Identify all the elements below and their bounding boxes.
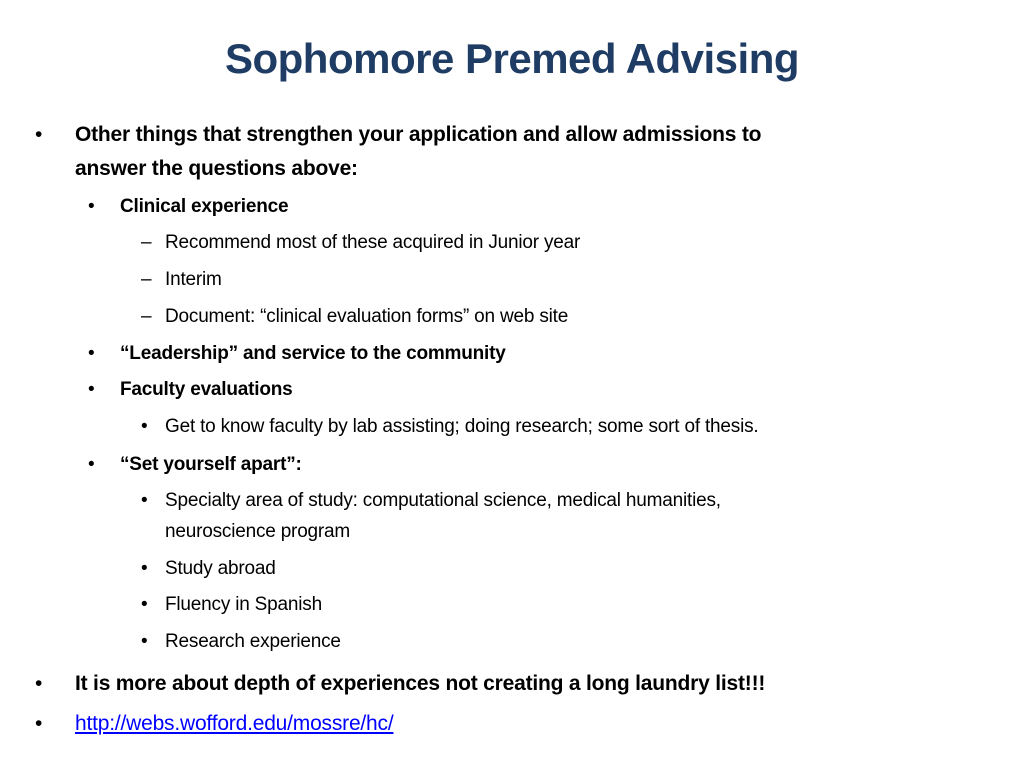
sub-apart-1-line2: neuroscience program xyxy=(165,521,351,542)
bullet-disc-icon: • xyxy=(88,454,95,475)
bullet-disc-icon: • xyxy=(141,490,148,511)
sub-clinical-1-text: Recommend most of these acquired in Junior year xyxy=(165,232,581,253)
bullet-disc-icon: • xyxy=(35,672,43,695)
bullet-leadership-text: “Leadership” and service to the community xyxy=(120,343,506,364)
sub-apart-1-line1: Specialty area of study: computational science, medical humanities, xyxy=(165,490,721,511)
bullet-disc-icon: • xyxy=(141,558,148,579)
bullet-intro-line2: answer the questions above: xyxy=(75,157,358,180)
sub-apart-2-text: Study abroad xyxy=(165,558,276,579)
bullet-disc-icon: • xyxy=(141,631,148,652)
bullet-disc-icon: • xyxy=(88,343,95,364)
bullet-disc-icon: • xyxy=(88,379,95,400)
slide-title: Sophomore Premed Advising xyxy=(224,35,800,82)
bullet-faculty-text: Faculty evaluations xyxy=(120,379,293,400)
sub-clinical-3-text: Document: “clinical evaluation forms” on web site xyxy=(165,306,569,327)
bullet-disc-icon: • xyxy=(35,712,43,735)
bullet-depth-text: It is more about depth of experiences not creating a long laundry list!!! xyxy=(75,672,766,695)
sub-faculty-1-text: Get to know faculty by lab assisting; doing research; some sort of thesis. xyxy=(165,416,759,437)
bullet-disc-icon: • xyxy=(141,416,148,437)
bullet-disc-icon: • xyxy=(35,123,43,146)
website-link[interactable]: http://webs.wofford.edu/mossre/hc/ xyxy=(75,712,394,735)
bullet-disc-icon: • xyxy=(88,196,95,217)
dash-bullet-icon: – xyxy=(141,306,152,327)
bullet-disc-icon: • xyxy=(141,594,148,615)
dash-bullet-icon: – xyxy=(141,232,152,253)
bullet-intro-line1: Other things that strengthen your application and allow admissions to xyxy=(75,123,762,146)
bullet-apart-text: “Set yourself apart”: xyxy=(120,454,302,475)
sub-clinical-2-text: Interim xyxy=(165,269,222,290)
sub-apart-3-text: Fluency in Spanish xyxy=(165,594,322,615)
dash-bullet-icon: – xyxy=(141,269,152,290)
bullet-clinical-text: Clinical experience xyxy=(120,196,289,217)
sub-apart-4-text: Research experience xyxy=(165,631,341,652)
